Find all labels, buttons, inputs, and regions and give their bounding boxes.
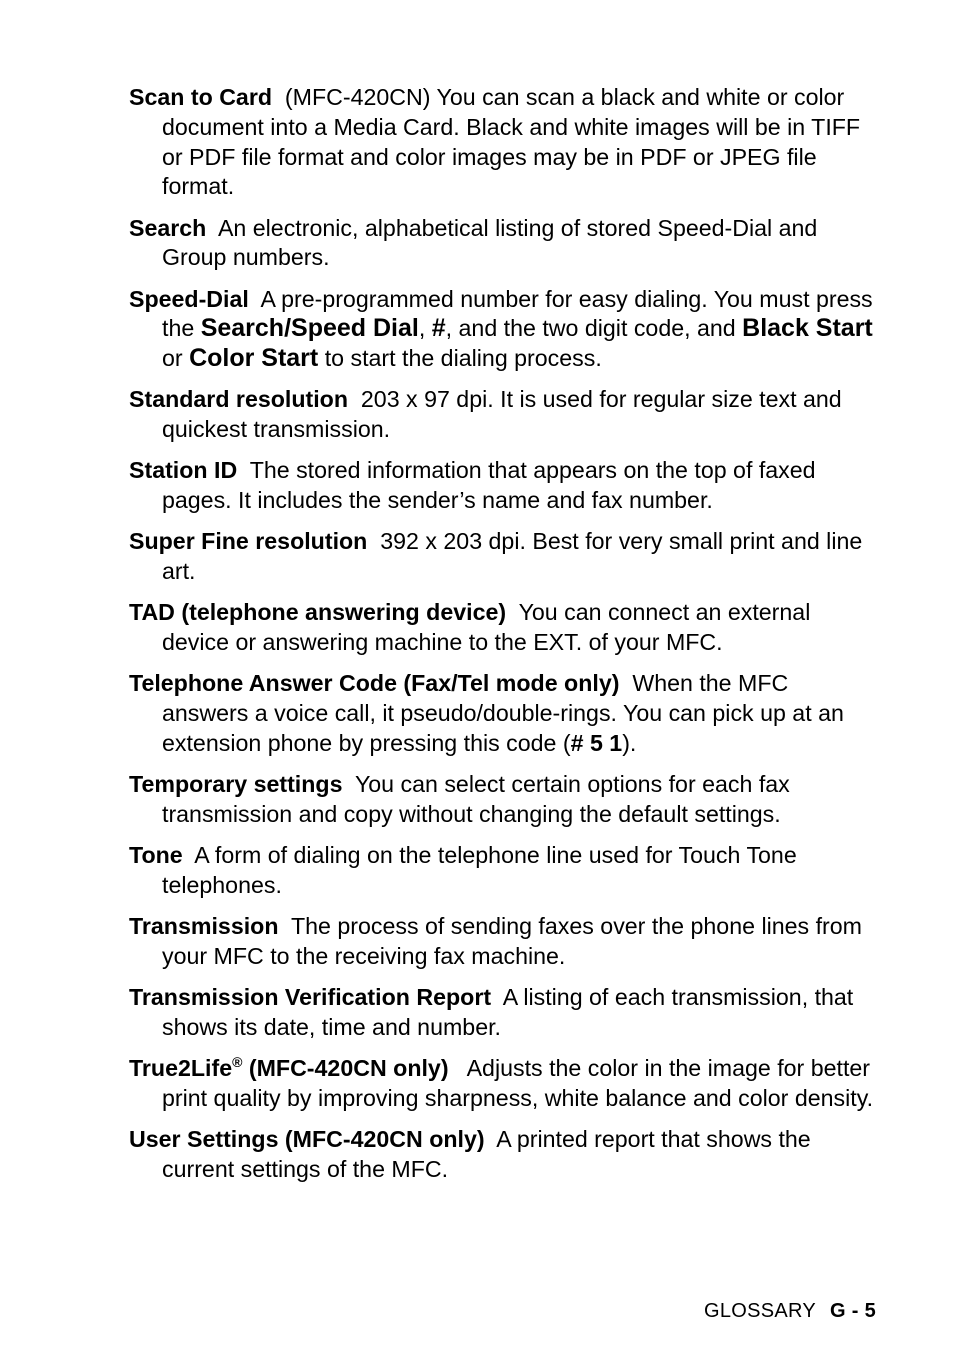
footer-section-name: GLOSSARY	[703, 1300, 817, 1322]
glossary-definition-part: to start the dialing process.	[318, 345, 602, 372]
glossary-definition: A form of dialing on the telephone line used for Touch Tone telephones.	[162, 842, 797, 898]
glossary-entry-telephone-answer-code	[129, 669, 877, 758]
glossary-term: User Settings (MFC-420CN only)	[129, 1125, 485, 1152]
glossary-term: Station ID	[129, 457, 238, 484]
glossary-term: Scan to Card	[129, 84, 273, 110]
glossary-entry-tone	[129, 841, 877, 901]
black-start-key-label: Black Start	[742, 314, 873, 343]
glossary-term: Search	[129, 214, 207, 241]
glossary-definition: You can connect an external device or answering machine to the EXT. of your MFC.	[162, 599, 811, 656]
glossary-definition-part: , and the two digit code, and	[445, 315, 743, 342]
glossary-entry-temporary-settings	[129, 770, 877, 830]
glossary-entry-standard-resolution	[129, 385, 877, 445]
remote-code-label: # 5 1	[570, 729, 623, 756]
search-speed-dial-key-label: Search/Speed Dial	[200, 314, 419, 343]
glossary-definition-part: A pre-programmed number for easy dialing. You must press the	[162, 285, 873, 342]
glossary-term: Tone	[129, 842, 183, 869]
page-number: G - 5	[830, 1300, 876, 1322]
glossary-definition-part: When the MFC answers a voice call, it pseudo/double-rings. You can pick up at an extension phone by pressing this code (	[162, 670, 844, 756]
glossary-term: TAD (telephone answering device)	[129, 599, 507, 626]
glossary-definition: 203 x 97 dpi. It is used for regular size text and quickest transmission.	[162, 386, 842, 443]
glossary-definition: You can select certain options for each fax transmission and copy without changing the default settings.	[162, 771, 790, 827]
glossary-entry-super-fine-resolution	[129, 527, 877, 587]
glossary-entry-tad	[129, 598, 877, 658]
glossary-definition: A printed report that shows the current settings of the MFC.	[162, 1125, 811, 1182]
glossary-term: Telephone Answer Code (Fax/Tel mode only)	[129, 670, 620, 697]
hash-key-label: #	[431, 314, 446, 343]
glossary-definition: 392 x 203 dpi. Best for very small print and line art.	[162, 528, 863, 585]
glossary-list	[129, 83, 877, 1196]
glossary-term-part: (MFC-420CN only)	[242, 1055, 449, 1081]
glossary-term: Speed-Dial	[129, 285, 249, 312]
glossary-definition: A listing of each transmission, that shows its date, time and number.	[162, 984, 854, 1040]
glossary-term: Transmission Verification Report	[129, 984, 492, 1011]
glossary-term-part: True2Life	[129, 1055, 233, 1081]
glossary-entry-scan-to-card	[129, 83, 877, 202]
glossary-definition: The process of sending faxes over the phone lines from your MFC to the receiving fax machine.	[162, 913, 862, 969]
glossary-entry-transmission-verification-report	[129, 983, 877, 1043]
glossary-term: Super Fine resolution	[129, 528, 368, 555]
page-footer	[704, 1298, 876, 1324]
glossary-term: Temporary settings	[129, 771, 343, 798]
glossary-entry-true2life	[129, 1054, 877, 1114]
glossary-entry-station-id	[129, 456, 877, 516]
glossary-term: Transmission	[129, 913, 279, 940]
glossary-definition: The stored information that appears on the top of faxed pages. It includes the sender’s name and fax number.	[162, 457, 816, 514]
glossary-definition: (MFC-420CN) You can scan a black and white or color document into a Media Card. Black and white images will be in TIFF or PDF file format and color images may be in PDF or JPEG file format.	[162, 84, 861, 200]
glossary-definition: An electronic, alphabetical listing of stored Speed-Dial and Group numbers.	[162, 214, 818, 271]
glossary-entry-transmission	[129, 912, 877, 972]
glossary-term: Standard resolution	[129, 386, 349, 413]
glossary-definition-part: or	[162, 345, 190, 372]
glossary-entry-user-settings	[129, 1125, 877, 1185]
color-start-key-label: Color Start	[189, 344, 319, 373]
registered-mark: ®	[232, 1054, 243, 1070]
glossary-term	[129, 1055, 449, 1081]
glossary-entry-speed-dial	[129, 285, 877, 374]
glossary-definition-part: ).	[622, 729, 637, 756]
glossary-definition-part: ,	[418, 315, 432, 342]
glossary-definition: Adjusts the color in the image for better print quality by improving sharpness, white balance and color density.	[162, 1055, 874, 1111]
glossary-entry-search	[129, 214, 877, 274]
